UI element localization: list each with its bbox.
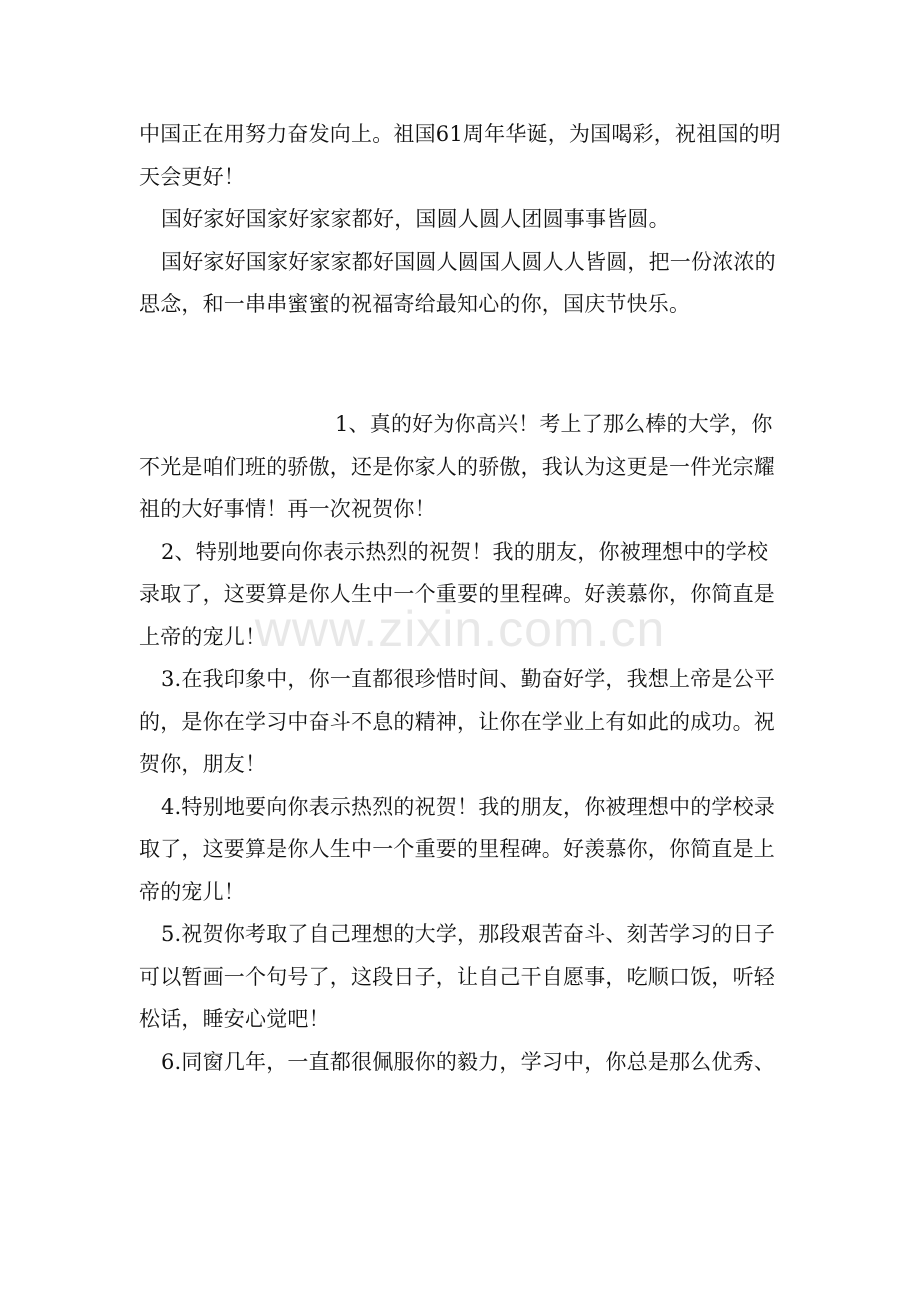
paragraph-congrats-2: 2、特别地要向你表示热烈的祝贺！我的朋友，你被理想中的学校录取了，这要算是你人生中一个重要的里程碑。好羡慕你，你简直是上帝的宠儿！ xyxy=(139,539,775,649)
site-watermark: www.zixin.com.cn xyxy=(254,601,666,657)
paragraph-national-day-2: 国好家好国家好家家都好，国圆人圆人团圆事事皆圆。 xyxy=(161,207,670,231)
paragraph-congrats-3: 3.在我印象中，你一直都很珍惜时间、勤奋好学，我想上帝是公平的，是你在学习中奋斗不息的精神，让你在学业上有如此的成功。祝贺你，朋友！ xyxy=(139,667,776,776)
paragraph-congrats-5: 5.祝贺你考取了自己理想的大学，那段艰苦奋斗、刻苦学习的日子可以暂画一个句号了，这段日子，让自己干自愿事，吃顺口饭，听轻松话，睡安心觉吧！ xyxy=(139,922,776,1031)
paragraph-congrats-1: 1、真的好为你高兴！考上了那么棒的大学，你不光是咱们班的骄傲，还是你家人的骄傲，我认为这更是一件光宗耀祖的大好事情！再一次祝贺你！ xyxy=(139,412,775,521)
paragraph-national-day-1: 中国正在用努力奋发向上。祖国61周年华诞，为国喝彩，祝祖国的明天会更好！ xyxy=(139,122,781,189)
paragraph-congrats-4: 4.特别地要向你表示热烈的祝贺！我的朋友，你被理想中的学校录取了，这要算是你人生中一个重要的里程碑。好羡慕你，你简直是上帝的宠儿！ xyxy=(139,794,776,904)
paragraph-congrats-6: 6.同窗几年，一直都很佩服你的毅力，学习中，你总是那么优秀、 xyxy=(161,1049,776,1074)
greeting-section xyxy=(139,113,784,326)
paragraph-national-day-3: 国好家好国家好家家都好国圆人圆国人圆人人皆圆，把一份浓浓的思念，和一串串蜜蜜的祝福寄给最知心的你，国庆节快乐。 xyxy=(139,249,776,316)
congratulations-section xyxy=(139,403,784,1083)
